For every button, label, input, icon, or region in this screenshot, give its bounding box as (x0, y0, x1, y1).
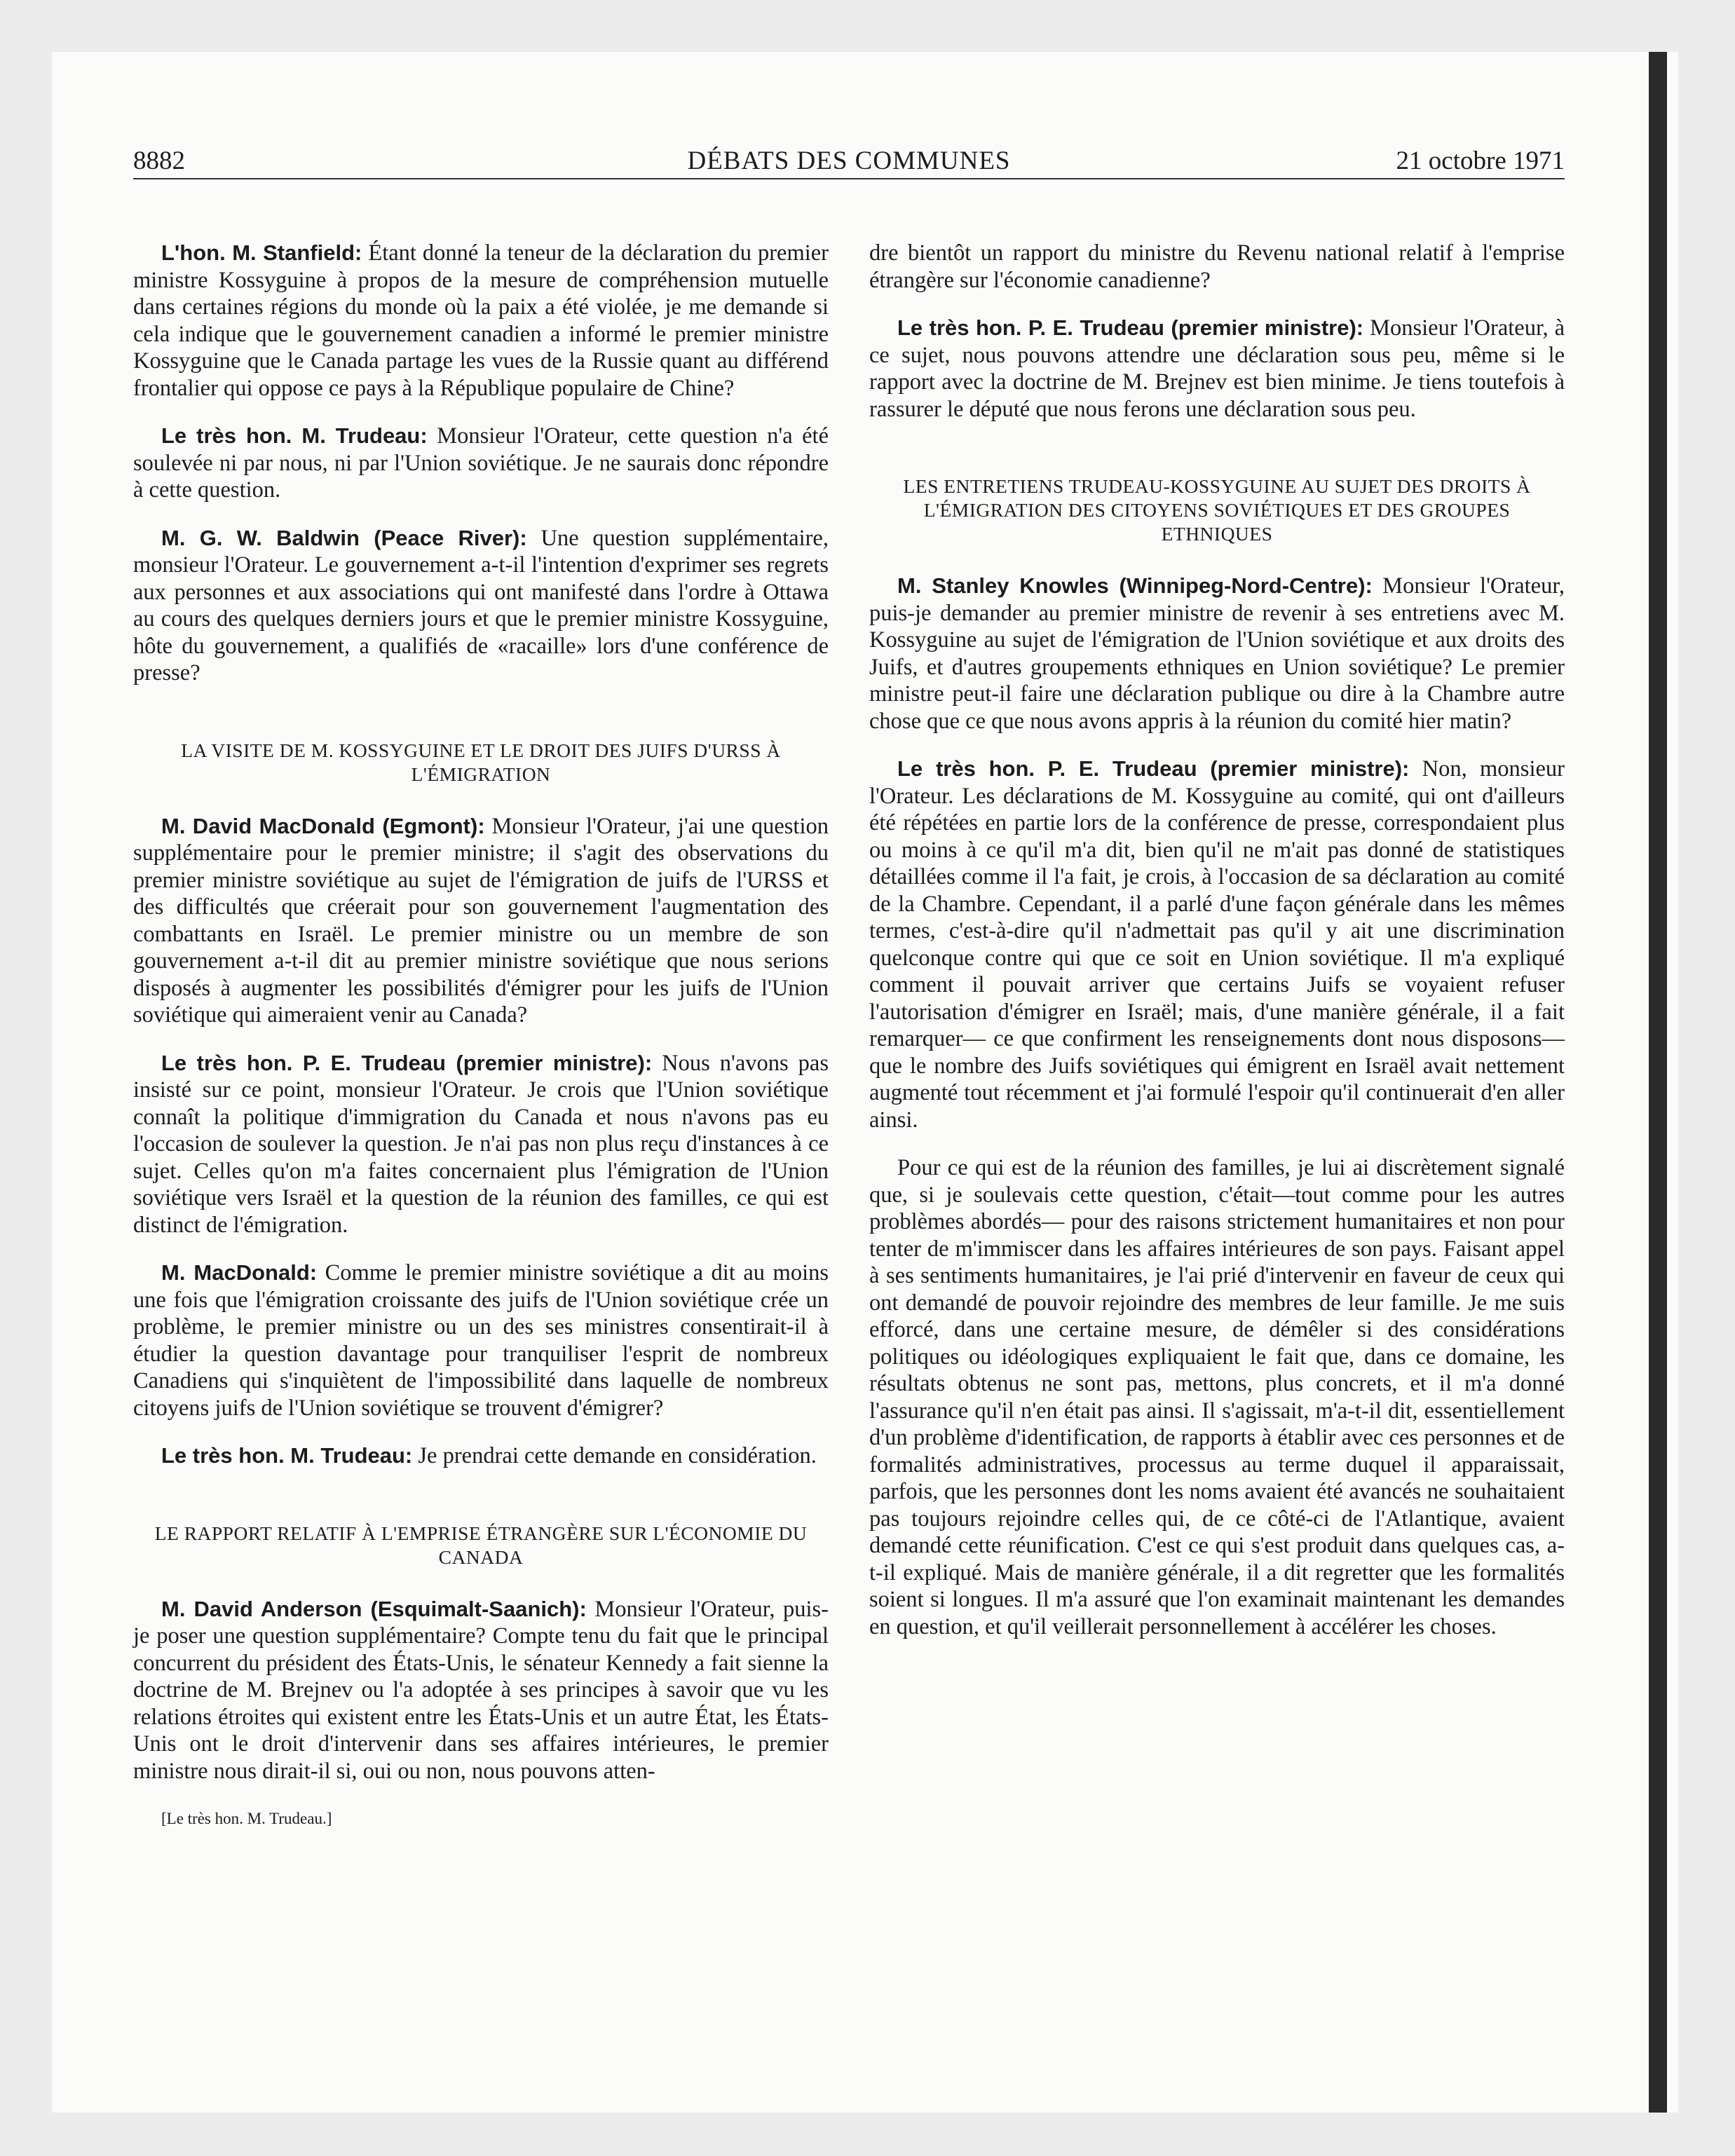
paragraph (133, 525, 829, 687)
paragraph (133, 1442, 829, 1470)
speech-text: Non, monsieur l'Orateur. Les déclarations de M. Kossyguine au comité, qui ont d'ailleurs été répétées en partie lors de la conférence de presse, correspondaient plus ou moins à ce qu'il m'a dit, bien qu'il ne m'ait pas donné de statistiques détaillées comme il l'a fait, je crois, à l'occasion de sa déclaration au comité de la Chambre. Cependant, il a parlé d'une façon générale dans les mêmes termes, c'est-à-dire qu'il n'admettait pas qu'il y ait une discrimination quelconque contre qui que ce soit en Union soviétique. Il m'a expliqué comment il pouvait arriver que certains Juifs se voyaient refuser l'autorisation d'émigrer en Israël; mais, d'une manière générale, il a fait remarquer— ce que confirment les renseignements dont nous disposons—que le nombre des Juifs soviétiques qui émigrent en Israël avait nettement augmenté tout récemment et j'ai formulé l'espoir qu'il continuerait d'en aller ainsi. (869, 756, 1565, 1133)
speaker-name: M. MacDonald: (161, 1260, 318, 1285)
paragraph-continuation: dre bientôt un rapport du ministre du Revenu national relatif à l'emprise étrangère sur l'économie canadienne? (869, 240, 1565, 293)
speaker-name: Le très hon. M. Trudeau: (161, 423, 428, 448)
section-heading: LA VISITE DE M. KOSSYGUINE ET LE DROIT DES JUIFS D'URSS À L'ÉMIGRATION (181, 739, 781, 785)
speaker-name: Le très hon. P. E. Trudeau (premier ministre): (897, 756, 1410, 781)
right-column (869, 240, 1565, 1661)
paragraph (133, 813, 829, 1029)
speech-text: Une question supplémentaire, monsieur l'Orateur. Le gouvernement a-t-il l'intention d'exprimer ses regrets aux personnes et aux associations qui ont manifesté dans l'ordre à Ottawa au cours des quelques derniers jours et que le premier ministre Kossyguine, hôte du gouvernement, a qualifiés de «racaille» lors d'une conférence de presse? (133, 525, 829, 685)
paragraph (133, 423, 829, 504)
paragraph: Pour ce qui est de la réunion des familles, je lui ai discrètement signalé que, si je soulevais cette question, c'était—tout comme pour les autres problèmes abordés— pour des raisons strictement humanitaires et non pour tenter de m'immiscer dans les affaires intérieures de son pays. Faisant appel à ses sentiments humanitaires, je l'ai prié d'intervenir en faveur de ceux qui ont demandé de pouvoir rejoindre des membres de leur famille. Je me suis efforcé, dans une certaine mesure, de démêler si des considérations politiques ou idéologiques expliquaient le fait que, dans ce domaine, les résultats obtenus ne sont pas, mettons, plus concrets, et il m'a donné l'assurance qu'il n'en était pas ainsi. Il s'agissait, m'a-t-il dit, essentiellement d'un problème d'identification, de rapports à établir avec ces personnes et de formalités administratives, processus au terme duquel il apparaissait, parfois, que les personnes dont les noms avaient été avancés ne souhaitaient pas toujours rejoindre celles qui, de ce côté-ci de l'Atlantique, avaient demandé cette réunification. C'est ce qui s'est produit dans quelques cas, a-t-il expliqué. Mais de manière générale, il a dit regretter que les formalités soient si longues. Il m'a assuré que l'on examinait maintenant les demandes en question, et qu'il veillerait personnellement à accélérer les choses. (869, 1155, 1565, 1639)
speaker-name: Le très hon. P. E. Trudeau (premier ministre): (161, 1050, 653, 1075)
speech-text: Monsieur l'Orateur, j'ai une question supplémentaire pour le premier ministre; il s'agit des observations du premier ministre soviétique au sujet de l'émigration de juifs de l'URSS et des difficultés que créerait pour son gouvernement l'augmentation des combattants en Israël. Le premier ministre ou un membre de son gouvernement a-t-il dit au premier ministre soviétique que nous serions disposés à augmenter les possibilités d'émigrer pour les juifs de l'Union soviétique qui aimeraient venir au Canada? (133, 813, 829, 1028)
paragraph (133, 1050, 829, 1239)
page-header (133, 144, 1565, 178)
speech-text: Monsieur l'Orateur, puis-je poser une question supplémentaire? Compte tenu du fait que le principal concurrent du président des États-Unis, le sénateur Kennedy a fait sienne la doctrine de M. Brejnev ou l'a adoptée à ses principes à savoir que vu les relations étroites qui existent entre les États-Unis et un autre État, les États-Unis ont le droit d'intervenir dans ses affaires intérieures, le premier ministre nous dirait-il si, oui ou non, nous pouvons atten- (133, 1596, 829, 1784)
speaker-name: M. G. W. Baldwin (Peace River): (161, 525, 527, 550)
paragraph (133, 1596, 829, 1785)
paragraph (133, 240, 829, 402)
speaker-name: M. David Anderson (Esquimalt-Saanich): (161, 1596, 587, 1621)
publication-title: DÉBATS DES COMMUNES (687, 146, 1011, 175)
left-column (133, 240, 829, 1854)
speech-text: Monsieur l'Orateur, à ce sujet, nous pouvons attendre une déclaration sous peu, même si le rapport avec la doctrine de M. Brejnev est bien minime. Je tiens toutefois à rassurer le député que nous ferons une déclaration sous peu. (869, 315, 1565, 422)
speaker-name: M. David MacDonald (Egmont): (161, 813, 485, 838)
speaker-name: L'hon. M. Stanfield: (161, 240, 362, 265)
header-date: 21 octobre 1971 (1396, 146, 1565, 175)
speaker-name: Le très hon. P. E. Trudeau (premier ministre): (897, 315, 1364, 340)
paragraph (133, 1260, 829, 1421)
paragraph (869, 756, 1565, 1133)
page-number: 8882 (133, 146, 185, 175)
speech-text: Monsieur l'Orateur, puis-je demander au premier ministre de revenir à ses entretiens avec M. Kossyguine au sujet de l'émigration de l'Union soviétique et aux droits des Juifs, et d'autres groupements ethniques en Union soviétique? Le premier ministre peut-il faire une déclaration publique ou dire à la Chambre autre chose que ce que nous avons appris à la réunion du comité hier matin? (869, 573, 1565, 734)
paragraph (869, 315, 1565, 423)
speech-text: Monsieur l'Orateur, cette question n'a été soulevée ni par nous, ni par l'Union soviétique. Je ne saurais donc répondre à cette question. (133, 423, 829, 503)
speaker-name: M. Stanley Knowles (Winnipeg-Nord-Centre): (897, 573, 1373, 598)
section-heading: LES ENTRETIENS TRUDEAU-KOSSYGUINE AU SUJET DES DROITS À L'ÉMIGRATION DES CITOYENS SOVIÉTIQUES ET DES GROUPES ETHNIQUES (903, 475, 1531, 545)
scan-binding-edge (1649, 52, 1667, 2113)
section-heading: LE RAPPORT RELATIF À L'EMPRISE ÉTRANGÈRE SUR L'ÉCONOMIE DU CANADA (154, 1522, 808, 1568)
header-rule (133, 178, 1565, 179)
speech-text: Comme le premier ministre soviétique a dit au moins une fois que l'émigration croissante des juifs de l'Union soviétique crée un problème, le premier ministre ou un des ses ministres consentirait-il à étudier la question davantage pour tranquiliser l'esprit de nombreux Canadiens qui s'inquiètent de l'impossibilité dans laquelle de nombreux citoyens juifs de l'Union soviétique se trouvent d'émigrer? (133, 1260, 829, 1421)
speaker-footnote: [Le très hon. M. Trudeau.] (161, 1810, 332, 1827)
speaker-name: Le très hon. M. Trudeau: (161, 1443, 413, 1468)
speech-text: Étant donné la teneur de la déclaration du premier ministre Kossyguine à propos de la mesure de compréhension mutuelle dans certaines régions du monde où la paix a été violée, je me demande si cela indique que le gouvernement canadien a informé le premier ministre Kossyguine que le Canada partage les vues de la Russie quant au différend frontalier qui oppose ce pays à la République populaire de Chine? (133, 240, 829, 401)
speech-text: Je prendrai cette demande en considération. (412, 1443, 817, 1468)
speech-text: Nous n'avons pas insisté sur ce point, monsieur l'Orateur. Je crois que l'Union soviétique connaît la politique d'immigration du Canada et nous n'avons pas eu l'occasion de soulever la question. Je n'ai pas non plus reçu d'instances à ce sujet. Celles qu'on m'a faites concernaient plus l'émigration de l'Union soviétique vers Israël et la question de la réunion des familles, ce qui est distinct de l'émigration. (133, 1050, 829, 1238)
paragraph (869, 573, 1565, 735)
